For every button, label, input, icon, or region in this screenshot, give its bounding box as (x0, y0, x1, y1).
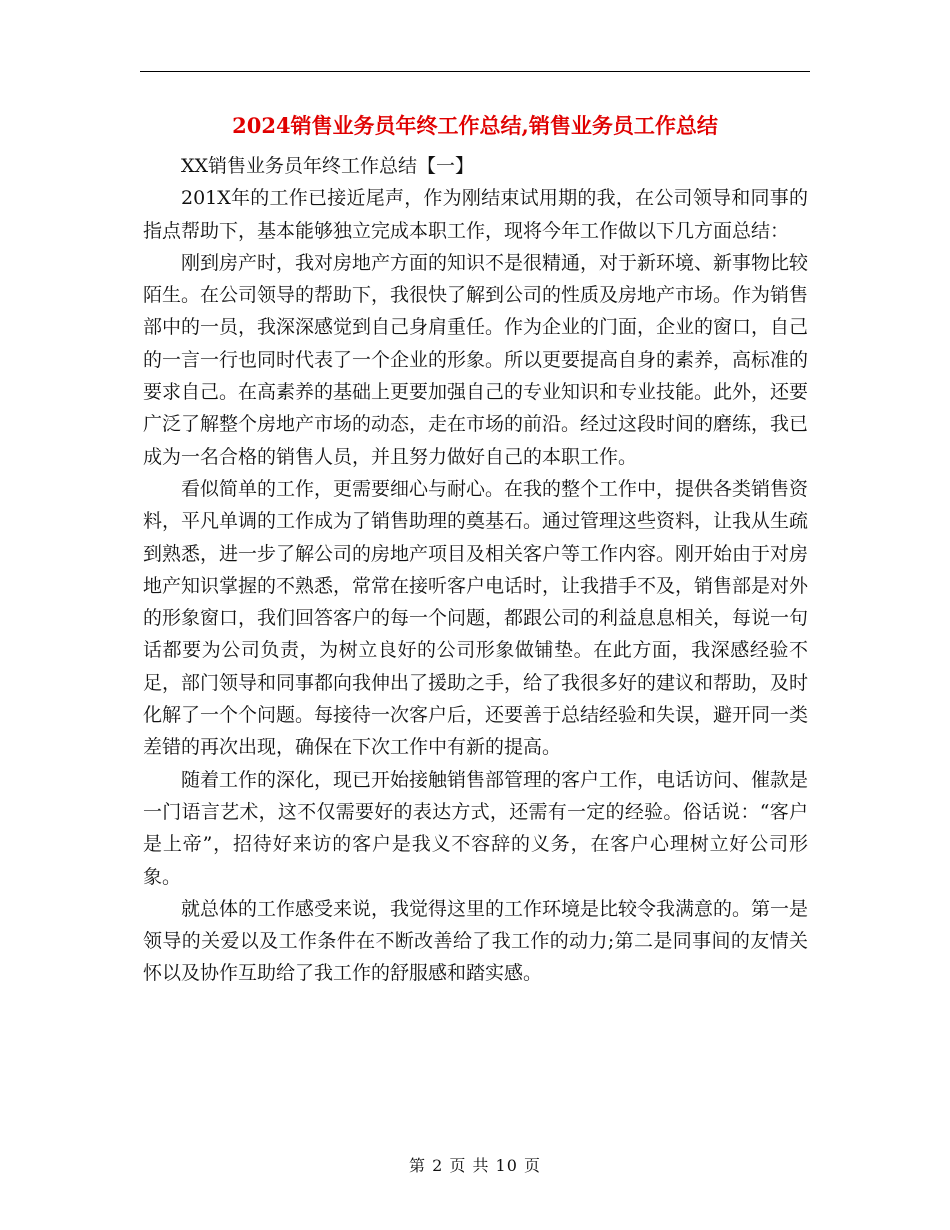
paragraph-customer-work: 随着工作的深化，现已开始接触销售部管理的客户工作，电话访问、催款是一门语言艺术，这不仅需要好的表达方式，还需有一定的经验。俗话说：“客户是上帝”，招待好来访的客户是我义不容辞的义务，在客户心理树立好公司形象。 (143, 768, 809, 888)
paragraph-intro: 201X年的工作已接近尾声，作为刚结束试用期的我，在公司领导和同事的指点帮助下，基本能够独立完成本职工作，现将今年工作做以下几方面总结： (143, 187, 808, 242)
document-title: 2024销售业务员年终工作总结,销售业务员工作总结 (232, 113, 718, 138)
paragraph-daily-work: 看似简单的工作，更需要细心与耐心。在我的整个工作中，提供各类销售资料，平凡单调的工作成为了销售助理的奠基石。通过管理这些资料，让我从生疏到熟悉，进一步了解公司的房地产项目及相关客户等工作内容。刚开始由于对房地产知识掌握的不熟悉，常常在接听客户电话时，让我措手不及，销售部是对外的形象窗口，我们回答客户的每一个问题，都跟公司的利益息息相关，每说一句话都要为公司负责，为树立良好的公司形象做铺垫。在此方面，我深感经验不足，部门领导和同事都向我伸出了援助之手，给了我很多好的建议和帮助，及时化解了一个个问题。每接待一次客户后，还要善于总结经验和失误，避开同一类差错的再次出现，确保在下次工作中有新的提高。 (143, 477, 809, 759)
section-heading: XX销售业务员年终工作总结【一】 (181, 155, 475, 177)
header-rule (140, 71, 810, 72)
paragraph-onboarding: 刚到房产时，我对房地产方面的知识不是很精通，对于新环境、新事物比较陌生。在公司领导的帮助下，我很快了解到公司的性质及房地产市场。作为销售部中的一员，我深深感觉到自己身肩重任。作为企业的门面，企业的窗口，自己的一言一行也同时代表了一个企业的形象。所以更要提高自身的素养，高标准的要求自己。在高素养的基础上更要加强自己的专业知识和专业技能。此外，还要广泛了解整个房地产市场的动态，走在市场的前沿。经过这段时间的磨练，我已成为一名合格的销售人员，并且努力做好自己的本职工作。 (143, 251, 809, 468)
page-number: 第 2 页 共 10 页 (409, 1156, 541, 1175)
document-body (143, 150, 808, 990)
paragraph-overall-feeling: 就总体的工作感受来说，我觉得这里的工作环境是比较令我满意的。第一是领导的关爱以及工作条件在不断改善给了我工作的动力;第二是同事间的友情关怀以及协作互助给了我工作的舒服感和踏实感。 (143, 897, 809, 985)
